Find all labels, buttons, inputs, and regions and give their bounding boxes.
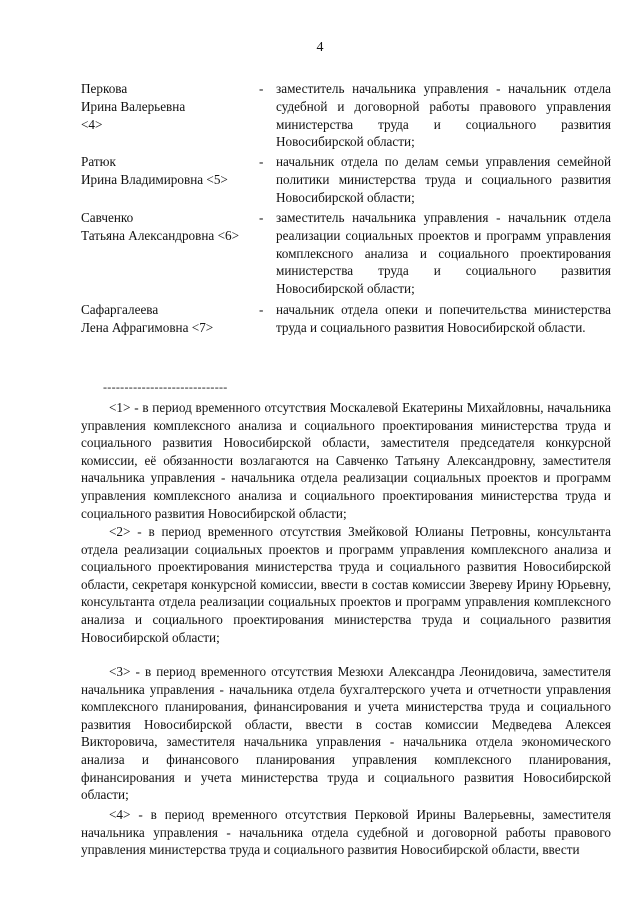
member-name	[81, 301, 259, 337]
member-dash: -	[259, 154, 264, 169]
member-given-names: Татьяна Александровна <6>	[81, 227, 240, 243]
member-surname: Ратюк	[81, 154, 116, 169]
member-safargaleeva	[81, 301, 611, 337]
footnote-3: <3> - в период временного отсутствия Мезюхи Александра Леонидовича, заместителя начальника управления - начальника отдела бухгалтерского учета и отчетности управления комплексного планирования, финансирования и учета министерства труда и социального развития Новосибирской области, ввести в состав комиссии Медведева Алексея Викторовича, заместителя начальника управления - начальника отдела экономического анализа и финансового планирования управления комплексного планирования, финансирования и учета министерства труда и социального развития Новосибирской области;	[81, 664, 611, 803]
member-role: начальник отдела по делам семьи управления семейной политики министерства труда и социального развития Новосибирской области;	[276, 154, 611, 205]
member-role: заместитель начальника управления - начальник отдела реализации социальных проектов и программ управления комплексного анализа и социального проектирования министерства труда и социального развития Новосибирской области;	[276, 210, 611, 297]
footnote-separator: -----------------------------	[103, 380, 228, 394]
member-name	[81, 153, 259, 206]
member-name	[81, 209, 259, 298]
member-dash: -	[259, 302, 264, 317]
member-surname: Савченко	[81, 210, 134, 225]
member-given-names: Ирина Валерьевна	[81, 98, 186, 114]
member-footnote-ref: <4>	[81, 116, 103, 132]
page-number: 4	[316, 40, 324, 55]
member-perkova	[81, 80, 611, 151]
member-role: заместитель начальника управления - начальник отдела судебной и договорной работы правового управления министерства труда и социального развития Новосибирской области;	[276, 81, 611, 150]
footnote-2: <2> - в период временного отсутствия Змейковой Юлианы Петровны, консультанта отдела реализации социальных проектов и программ управления комплексного анализа и социального проектирования министерства труда и социального развития Новосибирской области, секретаря конкурсной комиссии, ввести в состав комиссии Звереву Ирину Юрьевну, консультанта отдела реализации социальных проектов и программ управления комплексного анализа и социального проектирования министерства труда и социального развития Новосибирской области;	[81, 524, 611, 645]
footnote-1: <1> - в период временного отсутствия Москалевой Екатерины Михайловны, начальника управления комплексного анализа и социального проектирования министерства труда и социального развития Новосибирской области, заместителя председателя конкурсной комиссии, её обязанности возлагаются на Савченко Татьяну Александровну, заместителя начальника управления - начальника отдела реализации социальных проектов и программ управления комплексного анализа и социального проектирования министерства труда и социального развития Новосибирской области;	[81, 400, 611, 521]
member-dash: -	[259, 81, 264, 96]
member-savchenko	[81, 209, 611, 298]
member-surname: Перкова	[81, 81, 128, 96]
member-given-names: Ирина Владимировна <5>	[81, 171, 228, 187]
member-name	[81, 80, 259, 151]
member-given-names: Лена Афрагимовна <7>	[81, 319, 214, 335]
member-dash: -	[259, 210, 264, 225]
member-role: начальник отдела опеки и попечительства министерства труда и социального развития Новосибирской области.	[276, 302, 611, 335]
member-surname: Сафаргалеева	[81, 302, 159, 317]
member-ratyuk	[81, 153, 611, 206]
footnote-4: <4> - в период временного отсутствия Перковой Ирины Валерьевны, заместителя начальника управления - начальника отдела судебной и договорной работы правового управления министерства труда и социального развития Новосибирской области, ввести	[81, 807, 611, 858]
